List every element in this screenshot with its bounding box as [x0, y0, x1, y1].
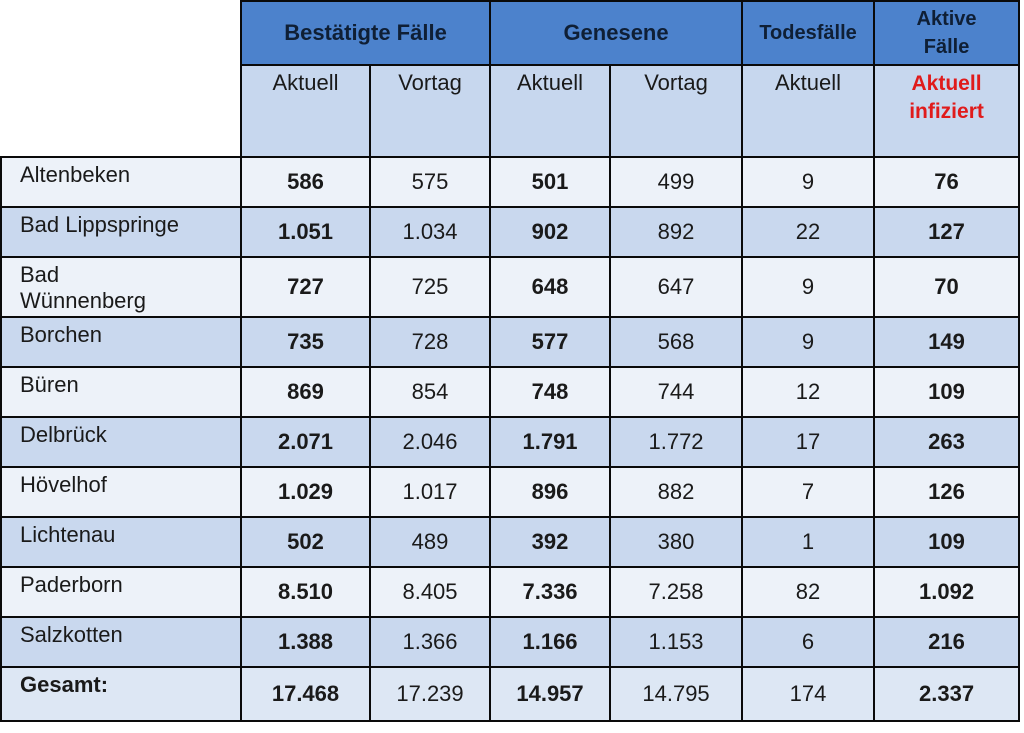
cell-active: 263 — [874, 417, 1019, 467]
sub-deaths-current: Aktuell — [742, 65, 874, 157]
total-row — [1, 667, 1019, 721]
total-confirmed-previous: 17.239 — [370, 667, 490, 721]
cell-deaths: 17 — [742, 417, 874, 467]
cell-active: 109 — [874, 517, 1019, 567]
total-confirmed-current: 17.468 — [241, 667, 370, 721]
cell-deaths: 12 — [742, 367, 874, 417]
cell-recovered-previous: 1.153 — [610, 617, 742, 667]
cell-confirmed-current: 727 — [241, 257, 370, 317]
sub-recovered-previous: Vortag — [610, 65, 742, 157]
table-row — [1, 467, 1019, 517]
row-municipality — [1, 517, 241, 567]
municipality-name: Hövelhof — [20, 472, 107, 497]
cell-active: 149 — [874, 317, 1019, 367]
sub-header-row — [1, 65, 1019, 157]
cell-confirmed-previous: 1.366 — [370, 617, 490, 667]
sub-active-line1: Aktuell — [911, 72, 982, 95]
row-municipality — [1, 317, 241, 367]
row-municipality — [1, 467, 241, 517]
municipality-name: Delbrück — [20, 422, 107, 447]
sub-active-line2: infiziert — [909, 100, 984, 123]
table-row — [1, 417, 1019, 467]
cell-deaths: 6 — [742, 617, 874, 667]
cell-recovered-previous: 892 — [610, 207, 742, 257]
table-row — [1, 367, 1019, 417]
cell-confirmed-current: 586 — [241, 157, 370, 207]
cell-recovered-current: 7.336 — [490, 567, 610, 617]
municipality-name: Bad Lippspringe — [20, 212, 180, 237]
cell-recovered-previous: 647 — [610, 257, 742, 317]
municipality-name: Lichtenau — [20, 522, 116, 547]
cell-active: 109 — [874, 367, 1019, 417]
cell-recovered-previous: 744 — [610, 367, 742, 417]
row-municipality — [1, 567, 241, 617]
cell-recovered-current: 896 — [490, 467, 610, 517]
municipality-name-line2: Wünnenberg — [20, 288, 146, 313]
table-row — [1, 617, 1019, 667]
municipality-name: Bad — [20, 262, 60, 287]
cell-confirmed-previous: 854 — [370, 367, 490, 417]
table-row — [1, 317, 1019, 367]
cell-active: 216 — [874, 617, 1019, 667]
cell-recovered-current: 392 — [490, 517, 610, 567]
cell-confirmed-previous: 489 — [370, 517, 490, 567]
row-municipality — [1, 617, 241, 667]
cell-confirmed-previous: 725 — [370, 257, 490, 317]
header-active-line2: Fälle — [923, 36, 970, 58]
total-label: Gesamt: — [1, 667, 241, 721]
cell-confirmed-current: 2.071 — [241, 417, 370, 467]
cell-recovered-current: 902 — [490, 207, 610, 257]
cell-deaths: 22 — [742, 207, 874, 257]
cell-active: 127 — [874, 207, 1019, 257]
cell-deaths: 82 — [742, 567, 874, 617]
row-municipality — [1, 417, 241, 467]
table-row — [1, 257, 1019, 317]
cell-confirmed-previous: 575 — [370, 157, 490, 207]
table-row — [1, 207, 1019, 257]
municipality-name: Salzkotten — [20, 622, 123, 647]
header-confirmed-cases: Bestätigte Fälle — [241, 1, 490, 65]
cell-confirmed-current: 502 — [241, 517, 370, 567]
table-row — [1, 567, 1019, 617]
header-active-line1: Aktive — [916, 8, 977, 30]
cell-recovered-previous: 568 — [610, 317, 742, 367]
cell-active: 70 — [874, 257, 1019, 317]
row-municipality — [1, 157, 241, 207]
cell-deaths: 9 — [742, 157, 874, 207]
cell-deaths: 9 — [742, 317, 874, 367]
cell-confirmed-previous: 2.046 — [370, 417, 490, 467]
cell-recovered-previous: 1.772 — [610, 417, 742, 467]
cell-recovered-previous: 7.258 — [610, 567, 742, 617]
cell-confirmed-current: 735 — [241, 317, 370, 367]
total-active: 2.337 — [874, 667, 1019, 721]
total-deaths: 174 — [742, 667, 874, 721]
cell-confirmed-current: 1.388 — [241, 617, 370, 667]
sub-confirmed-current: Aktuell — [241, 65, 370, 157]
cell-recovered-current: 577 — [490, 317, 610, 367]
cell-recovered-current: 1.791 — [490, 417, 610, 467]
cell-confirmed-current: 1.051 — [241, 207, 370, 257]
cell-recovered-current: 501 — [490, 157, 610, 207]
municipality-name: Altenbeken — [20, 162, 131, 187]
cell-confirmed-previous: 1.034 — [370, 207, 490, 257]
corner-blank-2 — [1, 65, 241, 157]
cell-confirmed-current: 869 — [241, 367, 370, 417]
sub-recovered-current: Aktuell — [490, 65, 610, 157]
header-active-cases — [874, 1, 1019, 65]
cell-confirmed-previous: 728 — [370, 317, 490, 367]
municipality-name: Büren — [20, 372, 79, 397]
cell-active: 76 — [874, 157, 1019, 207]
cell-deaths: 1 — [742, 517, 874, 567]
total-recovered-current: 14.957 — [490, 667, 610, 721]
row-municipality — [1, 207, 241, 257]
cell-active: 1.092 — [874, 567, 1019, 617]
cell-deaths: 7 — [742, 467, 874, 517]
header-deaths: Todesfälle — [742, 1, 874, 65]
cell-recovered-previous: 499 — [610, 157, 742, 207]
cell-active: 126 — [874, 467, 1019, 517]
row-municipality — [1, 367, 241, 417]
total-recovered-previous: 14.795 — [610, 667, 742, 721]
municipality-name: Paderborn — [20, 572, 123, 597]
header-recovered: Genesene — [490, 1, 742, 65]
group-header-row — [1, 1, 1019, 65]
cell-confirmed-current: 8.510 — [241, 567, 370, 617]
cell-confirmed-current: 1.029 — [241, 467, 370, 517]
table-row — [1, 157, 1019, 207]
municipality-name: Borchen — [20, 322, 102, 347]
cell-recovered-previous: 882 — [610, 467, 742, 517]
sub-confirmed-previous: Vortag — [370, 65, 490, 157]
cell-recovered-current: 1.166 — [490, 617, 610, 667]
cell-recovered-current: 648 — [490, 257, 610, 317]
cell-recovered-current: 748 — [490, 367, 610, 417]
cell-deaths: 9 — [742, 257, 874, 317]
cell-recovered-previous: 380 — [610, 517, 742, 567]
cell-confirmed-previous: 1.017 — [370, 467, 490, 517]
cell-confirmed-previous: 8.405 — [370, 567, 490, 617]
corner-blank — [1, 1, 241, 65]
row-municipality — [1, 257, 241, 317]
table-row — [1, 517, 1019, 567]
sub-active-infected — [874, 65, 1019, 157]
